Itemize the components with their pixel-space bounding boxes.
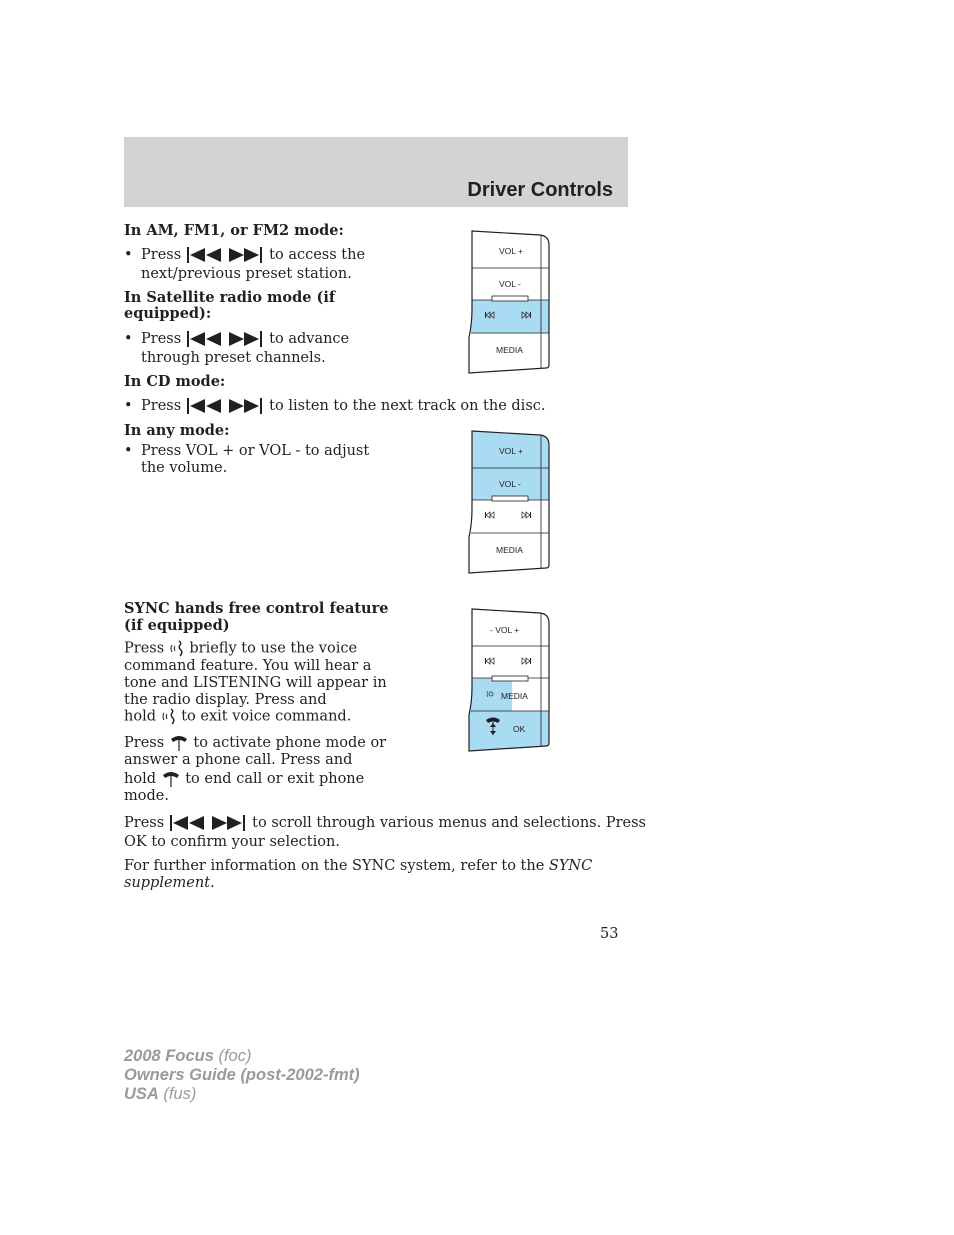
press-label: Press — [141, 247, 182, 263]
seek-next-icon — [227, 398, 263, 414]
sync-p1-line2: command feature. You will hear a — [124, 658, 372, 674]
sync-p4-line1 — [124, 858, 592, 875]
am-fm-text-2: next/previous preset station. — [141, 266, 352, 282]
any-mode-text-1: Press VOL + or VOL - to adjust — [141, 443, 370, 459]
footer-market: USA — [124, 1085, 159, 1103]
satellite-heading-1: In Satellite radio mode (if — [124, 289, 336, 306]
any-mode-text-2: the volume. — [141, 460, 228, 476]
sync-p2-line4: mode. — [124, 788, 169, 804]
vol-minus-label: VOL - — [499, 279, 521, 289]
media-label: MEDIA — [496, 545, 523, 555]
footer-line-2: Owners Guide (post-2002-fmt) — [124, 1066, 360, 1084]
sync-p4-line2 — [124, 875, 215, 892]
sync-p2-line2: answer a phone call. Press and — [124, 752, 353, 768]
sync-p2-text: to activate phone mode or — [193, 735, 387, 751]
bullet-dot: • — [124, 331, 133, 347]
sync-p1-line1 — [124, 640, 357, 658]
sync-heading-2: (if equipped) — [124, 617, 230, 634]
seek-previous-icon — [485, 512, 494, 518]
seek-previous-icon — [187, 331, 223, 347]
satellite-text-2: through preset channels. — [141, 350, 326, 366]
vol-label: - VOL + — [490, 625, 520, 635]
seek-next-icon — [522, 658, 531, 664]
hold-label: hold — [124, 708, 156, 725]
sync-ref-1: SYNC — [548, 858, 593, 874]
cd-heading: In CD mode: — [124, 373, 226, 390]
cd-bullet — [141, 398, 546, 415]
satellite-heading-2: equipped): — [124, 305, 212, 322]
sync-ref-2: supplement — [124, 875, 211, 891]
press-label: Press — [141, 398, 182, 414]
sync-heading-1: SYNC hands free control feature — [124, 600, 389, 617]
am-fm-heading: In AM, FM1, or FM2 mode: — [124, 222, 344, 239]
seek-previous-icon — [170, 815, 206, 831]
cd-text: to listen to the next track on the disc. — [269, 398, 546, 414]
sync-p1-text: briefly to use the voice — [189, 640, 358, 657]
seek-next-icon — [522, 512, 531, 518]
sync-p1-end: to exit voice command. — [181, 708, 352, 725]
sync-p1-line5 — [124, 708, 351, 726]
sync-p3-line2: OK to confirm your selection. — [124, 834, 340, 850]
seek-next-icon — [227, 331, 263, 347]
page-number: 53 — [600, 926, 619, 942]
vol-plus-label: VOL + — [499, 446, 524, 456]
am-fm-bullet — [141, 247, 365, 264]
sync-p4-text: For further information on the SYNC system, refer to the — [124, 858, 545, 874]
seek-next-icon — [210, 815, 246, 831]
footer-model-code: (foc) — [213, 1047, 252, 1065]
bullet-dot: • — [124, 443, 133, 459]
seek-previous-icon — [187, 247, 223, 263]
phone-icon — [161, 770, 181, 788]
sync-p4-end: . — [210, 875, 215, 891]
am-fm-text-1: to access the — [269, 247, 366, 263]
seek-icons — [187, 331, 263, 347]
satellite-bullet — [141, 331, 349, 348]
press-label: Press — [141, 331, 182, 347]
seek-previous-icon — [187, 398, 223, 414]
seek-next-icon — [227, 247, 263, 263]
seek-icons — [187, 247, 263, 263]
page-title: Driver Controls — [467, 179, 613, 201]
sync-p2-line3 — [124, 770, 364, 788]
hold-label: hold — [124, 771, 156, 787]
any-mode-heading: In any mode: — [124, 422, 230, 439]
sync-p3-line1 — [124, 815, 646, 832]
media-label: MEDIA — [501, 691, 528, 701]
phone-icon — [169, 734, 189, 752]
voice-command-icon — [169, 640, 185, 657]
document-footer — [124, 1047, 360, 1104]
ok-label: OK — [513, 724, 526, 734]
footer-line-3 — [124, 1085, 360, 1104]
sync-p2-line1 — [124, 734, 386, 752]
press-label: Press — [124, 640, 165, 657]
footer-model: 2008 Focus — [124, 1047, 214, 1065]
sync-p3-text: to scroll through various menus and selections. Press — [252, 815, 646, 831]
press-label: Press — [124, 815, 165, 831]
vol-plus-label: VOL + — [499, 246, 524, 256]
bullet-dot: • — [124, 398, 133, 414]
footer-line-1 — [124, 1047, 360, 1066]
satellite-text-1: to advance — [269, 331, 350, 347]
sync-p2-end: to end call or exit phone — [185, 771, 365, 787]
sync-p1-line3: tone and LISTENING will appear in — [124, 675, 387, 691]
vol-minus-label: VOL - — [499, 479, 521, 489]
sync-p1-line4: the radio display. Press and — [124, 692, 327, 708]
seek-previous-icon — [485, 658, 494, 664]
bullet-dot: • — [124, 247, 133, 263]
media-label: MEDIA — [496, 345, 523, 355]
press-label: Press — [124, 735, 165, 751]
seek-icons — [187, 398, 263, 414]
footer-market-code: (fus) — [158, 1085, 197, 1103]
header-band — [124, 137, 628, 207]
radio-control-panel-seek — [466, 229, 554, 375]
voice-command-icon — [161, 708, 177, 725]
sync-control-panel — [466, 607, 554, 753]
seek-icons — [170, 815, 246, 831]
radio-control-panel-volume — [466, 429, 554, 575]
